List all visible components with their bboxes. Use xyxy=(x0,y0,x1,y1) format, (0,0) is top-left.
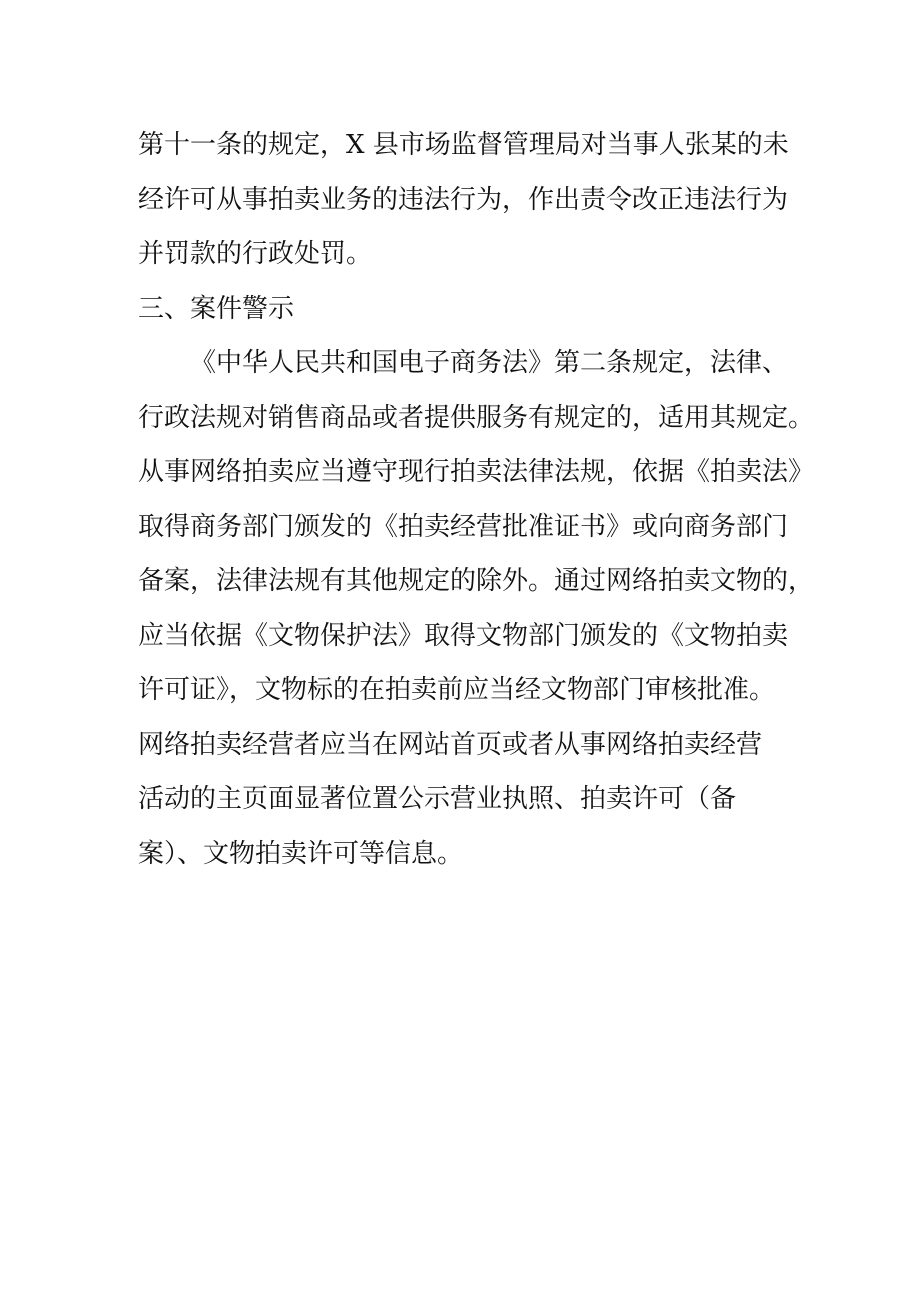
text-line: 案）、文物拍卖许可等信息。 xyxy=(138,838,464,869)
text-line: 从事网络拍卖应当遵守现行拍卖法律法规，依据《拍卖法》 xyxy=(138,457,815,487)
text-line: 行政法规对销售商品或者提供服务有规定的，适用其规定。 xyxy=(138,402,815,433)
section-heading: 三、案件警示 xyxy=(138,293,295,324)
text-line: 备案，法律法规有其他规定的除外。通过网络拍卖文物的， xyxy=(138,566,815,596)
text-line: 活动的主页面显著位置公示营业执照、拍卖许可（备 xyxy=(138,784,737,814)
text-line: 许可证》，文物标的在拍卖前应当经文物部门审核批准。 xyxy=(138,675,776,705)
body-text xyxy=(138,118,815,881)
text-line: 第十一条的规定，X 县市场监督管理局对当事人张某的未 xyxy=(138,130,789,160)
text-line: 取得商务部门颁发的《拍卖经营批准证书》或向商务部门 xyxy=(138,511,789,542)
text-line: 应当依据《文物保护法》取得文物部门颁发的《文物拍卖 xyxy=(138,620,789,651)
text-line: 经许可从事拍卖业务的违法行为，作出责令改正违法行为 xyxy=(138,184,789,215)
text-line: 《中华人民共和国电子商务法》第二条规定，法律、 xyxy=(190,348,789,378)
text-line: 并罚款的行政处罚。 xyxy=(138,239,373,269)
text-line: 网络拍卖经营者应当在网站首页或者从事网络拍卖经营 xyxy=(138,729,763,760)
